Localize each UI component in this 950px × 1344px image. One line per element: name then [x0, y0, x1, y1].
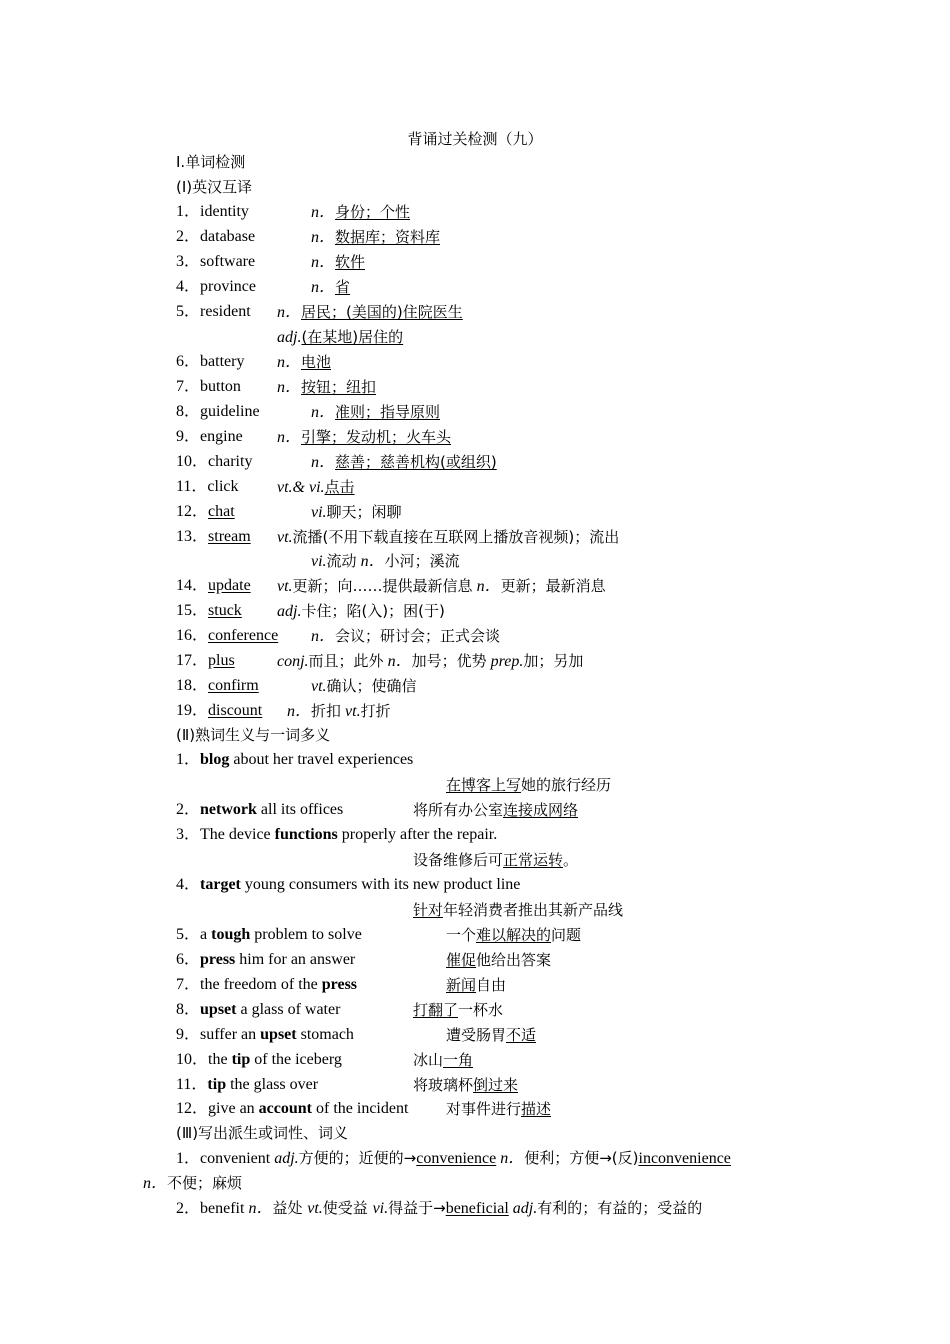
subsection-heading: (Ⅲ)写出派生或词性、词义 [176, 1124, 349, 1142]
vocab-item [176, 527, 251, 547]
answer-blank: 描述 [521, 1100, 552, 1118]
vocab-item [176, 576, 251, 596]
item-number: 9． [176, 1026, 201, 1043]
vocab-item [176, 676, 259, 696]
vocab-item [176, 227, 255, 247]
vocab-meaning [277, 427, 451, 448]
section-heading: Ⅰ.单词检测 [176, 153, 246, 171]
vocab-meaning [277, 377, 376, 398]
phrase-item [176, 800, 343, 820]
answer-blank: 针对 [413, 901, 444, 919]
translation-text: 年轻消费者推出其新产品线 [443, 901, 624, 919]
key-word: functions [274, 826, 338, 843]
part-of-speech: vt. [277, 578, 293, 595]
phrase-item [176, 1025, 354, 1045]
vocab-meaning [311, 452, 497, 473]
part-of-speech: n． [277, 354, 302, 371]
item-number: 10． [176, 453, 209, 470]
item-number: 8． [176, 1001, 201, 1018]
vocab-word: stream [208, 528, 251, 545]
phrase-text: The device [200, 826, 275, 843]
vocab-meaning [277, 576, 606, 597]
item-number: 1． [176, 203, 201, 220]
item-number: 11． [176, 1076, 208, 1093]
vocab-item [176, 352, 244, 372]
phrase-item [176, 1000, 340, 1020]
part-of-speech: n． [277, 379, 302, 396]
meaning: 小河；溪流 [384, 552, 460, 570]
translation-text: 将所有办公室 [413, 801, 504, 819]
vocab-item [176, 302, 251, 322]
meaning: 更新；最新消息 [500, 577, 606, 595]
meaning: 准则；指导原则 [335, 403, 441, 421]
item-number: 6． [176, 353, 201, 370]
key-word: press [321, 976, 358, 993]
key-word: press [200, 951, 236, 968]
part-of-speech: vt. [277, 529, 293, 546]
vocab-word: resident [200, 303, 251, 320]
vocab-meaning [311, 202, 410, 223]
translation-text: 遭受肠胃 [446, 1026, 507, 1044]
phrase-text: give an [208, 1100, 259, 1117]
meaning: 打折 [360, 702, 391, 720]
key-word: tip [231, 1051, 251, 1068]
translation-text: 她的旅行经历 [521, 776, 612, 794]
item-number: 7． [176, 976, 201, 993]
answer-blank: 一角 [443, 1051, 474, 1069]
vocab-word: plus [208, 652, 235, 669]
part-of-speech: vt. [345, 703, 361, 720]
vocab-word: stuck [208, 602, 242, 619]
item-number: 5． [176, 303, 201, 320]
item-number: 10． [176, 1051, 209, 1068]
key-word: upset [260, 1026, 297, 1043]
meaning: 点击 [324, 478, 355, 496]
phrase-text: stomach [296, 1026, 354, 1043]
phrase-text: about her travel experiences [229, 751, 414, 768]
page-title: 背诵过关检测（九） [407, 130, 543, 148]
phrase-text: the freedom of the [200, 976, 322, 993]
item-number: 13． [176, 528, 209, 545]
part-of-speech: vi. [311, 504, 327, 521]
vocab-word: battery [200, 353, 245, 370]
phrase-item [176, 750, 413, 770]
part-of-speech: n． [476, 578, 501, 595]
phrase-item [176, 925, 362, 945]
item-number: 12． [176, 1100, 209, 1117]
vocab-word: update [208, 577, 251, 594]
key-word: account [258, 1100, 312, 1117]
item-number: 17． [176, 652, 209, 669]
key-word: upset [200, 1001, 237, 1018]
phrase-text: a [200, 926, 212, 943]
vocab-meaning [277, 302, 463, 323]
meaning: 流动 [326, 552, 357, 570]
meaning: 流播(不用下载直接在互联网上播放音视频)；流出 [292, 528, 620, 546]
vocab-word: click [207, 478, 239, 495]
vocab-word: chat [208, 503, 235, 520]
phrase-text: the [208, 1051, 232, 1068]
item-number: 3． [176, 253, 201, 270]
subsection-heading: (Ⅰ)英汉互译 [176, 178, 253, 196]
vocab-meaning [277, 477, 355, 498]
item-number: 3． [176, 826, 201, 843]
meaning: 聊天；闲聊 [326, 503, 402, 521]
vocab-word: conference [208, 627, 279, 644]
vocab-word: software [200, 253, 256, 270]
translation-text: 他给出答案 [476, 951, 552, 969]
phrase-text: all its offices [256, 801, 344, 818]
vocab-word: province [200, 278, 256, 295]
translation-text: 自由 [476, 976, 507, 994]
phrase-text: of the iceberg [250, 1051, 342, 1068]
vocab-item [176, 601, 242, 621]
item-number: 4． [176, 278, 201, 295]
derivation-item: 1．convenient adj.方便的；近便的→convenience n．便利；方便→(反)inconvenience [176, 1149, 731, 1167]
part-of-speech: n． [311, 254, 336, 271]
answer-blank: inconvenience [638, 1150, 731, 1167]
vocab-word: guideline [200, 403, 260, 420]
phrase-item [176, 825, 497, 845]
phrase-translation [446, 975, 506, 995]
vocab-meaning [311, 277, 350, 298]
meaning: 电池 [301, 353, 332, 371]
vocab-item [176, 701, 262, 721]
part-of-speech: n． [311, 628, 336, 645]
answer-blank: 打翻了 [413, 1001, 459, 1019]
part-of-speech: n． [277, 429, 302, 446]
phrase-item [176, 1099, 408, 1119]
vocab-word: engine [200, 428, 243, 445]
phrase-translation [413, 850, 578, 870]
translation-text: 冰山 [413, 1051, 444, 1069]
phrase-translation [413, 900, 623, 920]
meaning: 引擎；发动机；火车头 [301, 428, 452, 446]
answer-blank: convenience [416, 1150, 497, 1167]
item-number: 6． [176, 951, 201, 968]
part-of-speech: n． [311, 454, 336, 471]
item-number: 15． [176, 602, 209, 619]
meaning: (在某地)居住的 [301, 328, 404, 346]
part-of-speech: adj. [277, 603, 302, 620]
item-number: 2． [176, 228, 201, 245]
key-word: target [200, 876, 241, 893]
item-number: 8． [176, 403, 201, 420]
meaning: 按钮；纽扣 [301, 378, 377, 396]
phrase-translation [446, 1025, 536, 1045]
vocab-word: database [200, 228, 256, 245]
phrase-item [176, 950, 355, 970]
answer-blank: 正常运转 [503, 851, 564, 869]
meaning: 身份；个性 [335, 203, 411, 221]
part-of-speech: vi. [311, 553, 327, 570]
answer-blank: beneficial [445, 1200, 509, 1217]
meaning: 数据库；资料库 [335, 228, 441, 246]
vocab-item [176, 427, 243, 447]
answer-blank: 难以解决的 [476, 926, 552, 944]
phrase-item [176, 875, 520, 895]
item-number: 2． [176, 801, 201, 818]
answer-blank: 不适 [506, 1026, 537, 1044]
derivation-item: 2．benefit n．益处 vt.使受益 vi.得益于→beneficial adj.有利的；有益的；受益的 [176, 1199, 703, 1217]
meaning: 居民；(美国的)住院医生 [301, 303, 463, 321]
item-number: 9． [176, 428, 201, 445]
phrase-text: properly after the repair. [337, 826, 498, 843]
vocab-meaning-continued [277, 327, 403, 348]
phrase-translation [446, 950, 551, 970]
vocab-meaning [287, 701, 391, 722]
phrase-text: young consumers with its new product line [240, 876, 521, 893]
vocab-word: charity [208, 453, 253, 470]
item-number: 19． [176, 702, 209, 719]
item-number: 5． [176, 926, 201, 943]
meaning: 卡住；陷(入)；困(于) [301, 602, 445, 620]
item-number: 14． [176, 577, 209, 594]
vocab-meaning [311, 227, 440, 248]
item-number: 18． [176, 677, 209, 694]
vocab-meaning [277, 352, 331, 373]
phrase-text: the glass over [226, 1076, 319, 1093]
vocab-word: confirm [208, 677, 259, 694]
subsection-heading: (Ⅱ)熟词生义与一词多义 [176, 726, 331, 744]
meaning: 加号；优势 [411, 652, 487, 670]
meaning: 而且；此外 [308, 652, 384, 670]
vocab-item [176, 477, 239, 497]
part-of-speech: prep. [490, 653, 524, 670]
part-of-speech: n． [387, 653, 412, 670]
phrase-text: suffer an [200, 1026, 261, 1043]
phrase-translation [413, 1075, 518, 1095]
part-of-speech: adj. [277, 329, 302, 346]
translation-text: 一杯水 [458, 1001, 504, 1019]
vocab-item [176, 277, 256, 297]
item-number: 4． [176, 876, 201, 893]
phrase-text: a glass of water [236, 1001, 341, 1018]
vocab-word: discount [208, 702, 263, 719]
answer-blank: 在博客上写 [446, 776, 522, 794]
vocab-item [176, 626, 278, 646]
part-of-speech: n． [360, 553, 385, 570]
part-of-speech: n． [311, 229, 336, 246]
vocab-item [176, 452, 252, 472]
meaning: 确认；使确信 [326, 677, 417, 695]
meaning: 省 [335, 278, 351, 296]
vocab-word: button [200, 378, 241, 395]
key-word: tough [211, 926, 251, 943]
vocab-meaning [277, 651, 583, 672]
phrase-translation [446, 1099, 551, 1119]
translation-text: 对事件进行 [446, 1100, 522, 1118]
key-word: network [200, 801, 257, 818]
item-number: 1． [176, 751, 201, 768]
meaning: 更新；向……提供最新信息 [292, 577, 473, 595]
meaning: 加；另加 [523, 652, 584, 670]
translation-text: 问题 [551, 926, 582, 944]
part-of-speech: n． [311, 279, 336, 296]
vocab-item [176, 202, 249, 222]
phrase-text: of the incident [312, 1100, 409, 1117]
phrase-translation [413, 800, 578, 820]
answer-blank: 新闻 [446, 976, 477, 994]
item-number: 7． [176, 378, 201, 395]
meaning: 软件 [335, 253, 366, 271]
vocab-meaning [277, 527, 619, 548]
phrase-translation [446, 925, 581, 945]
translation-text: 。 [563, 851, 579, 869]
vocab-meaning [311, 252, 365, 273]
part-of-speech: n． [277, 304, 302, 321]
vocab-item [176, 651, 235, 671]
answer-blank: 催促 [446, 951, 477, 969]
vocab-item [176, 402, 260, 422]
part-of-speech: conj. [277, 653, 309, 670]
translation-text: 将玻璃杯 [413, 1076, 474, 1094]
meaning: 会议；研讨会；正式会谈 [335, 627, 501, 645]
phrase-item [176, 975, 357, 995]
vocab-meaning-continued [311, 551, 460, 572]
phrase-translation [413, 1000, 503, 1020]
key-word: blog [200, 751, 230, 768]
item-number: 16． [176, 627, 209, 644]
answer-blank: 倒过来 [473, 1076, 519, 1094]
part-of-speech: vt.& vi. [277, 479, 325, 496]
vocab-item [176, 252, 255, 272]
vocab-meaning [311, 402, 440, 423]
key-word: tip [207, 1076, 227, 1093]
answer-blank: 连接成网络 [503, 801, 579, 819]
translation-text: 一个 [446, 926, 477, 944]
vocab-meaning [277, 601, 445, 622]
vocab-item [176, 502, 235, 522]
phrase-text: problem to solve [250, 926, 362, 943]
phrase-item [176, 1050, 342, 1070]
phrase-item [176, 1075, 318, 1095]
phrase-text: him for an answer [235, 951, 356, 968]
part-of-speech: vt. [311, 678, 327, 695]
translation-text: 设备维修后可 [413, 851, 504, 869]
part-of-speech: n． [311, 204, 336, 221]
vocab-meaning [311, 676, 417, 697]
vocab-meaning [311, 626, 500, 647]
phrase-translation [413, 1050, 473, 1070]
vocab-item [176, 377, 241, 397]
item-number: 12． [176, 503, 209, 520]
item-number: 11． [176, 478, 208, 495]
derivation-item-continued: n．不便；麻烦 [143, 1174, 243, 1192]
meaning: 慈善；慈善机构(或组织) [335, 453, 497, 471]
vocab-word: identity [200, 203, 249, 220]
meaning: 折扣 [311, 702, 342, 720]
part-of-speech: n． [311, 404, 336, 421]
part-of-speech: n． [287, 703, 312, 720]
phrase-translation [446, 775, 611, 795]
vocab-meaning [311, 502, 402, 523]
